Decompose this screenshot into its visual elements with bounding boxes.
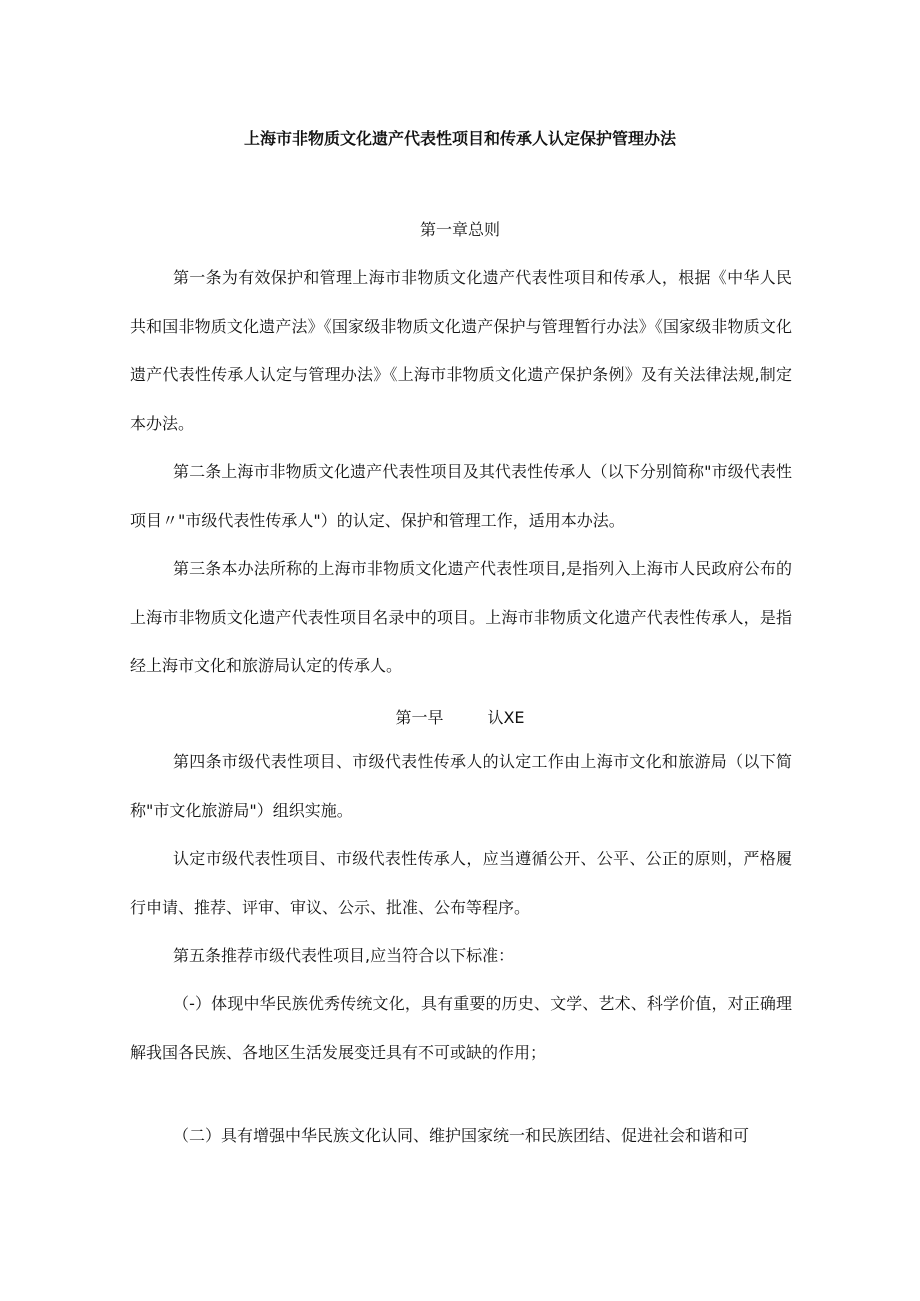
document-title: 上海市非物质文化遗产代表性项目和传承人认定保护管理办法 xyxy=(243,129,676,148)
chapter-heading-1: 第一章总则 xyxy=(419,220,500,239)
article-5: 第五条推荐市级代表性项目,应当符合以下标准： xyxy=(173,946,515,965)
article-4: 第四条市级代表性项目、市级代表性传承人的认定工作由上海市文化和旅游局（以下简称"市文化旅游局"）组织实施。 xyxy=(130,752,792,820)
chapter-heading-2 xyxy=(0,705,920,728)
article-3: 第三条本办法所称的上海市非物质文化遗产代表性项目,是指列入上海市人民政府公布的上海市非物质文化遗产代表性项目名录中的项目。上海市非物质文化遗产代表性传承人，是指经上海市文化和旅游局认定的传承人。 xyxy=(130,559,792,675)
chapter-heading-2-left: 第一早 xyxy=(395,708,444,727)
article-1: 第一条为有效保护和管理上海市非物质文化遗产代表性项目和传承人，根据《中华人民共和国非物质文化遗产法》《国家级非物质文化遗产保护与管理暂行办法》《国家级非物质文化遗产代表性传承人认定与管理办法》《上海市非物质文化遗产保护条例》及有关法律法规,制定本办法。 xyxy=(130,268,792,433)
article-4-paragraph-2: 认定市级代表性项目、市级代表性传承人，应当遵循公开、公平、公正的原则，严格履行申请、推荐、评审、审议、公示、批准、公布等程序。 xyxy=(130,849,792,917)
article-5-item-2: （二）具有增强中华民族文化认同、维护国家统一和民族团结、促进社会和谐和可 xyxy=(173,1126,750,1145)
article-2: 第二条上海市非物质文化遗产代表性项目及其代表性传承人（以下分别简称"市级代表性项目〃"市级代表性传承人"）的认定、保护和管理工作，适用本办法。 xyxy=(130,462,792,530)
chapter-heading-2-right: 认XE xyxy=(487,708,525,727)
article-5-item-1: （-）体现中华民族优秀传统文化，具有重要的历史、文学、艺术、科学价值，对正确理解我国各民族、各地区生活发展变迁具有不可或缺的作用； xyxy=(130,994,792,1062)
